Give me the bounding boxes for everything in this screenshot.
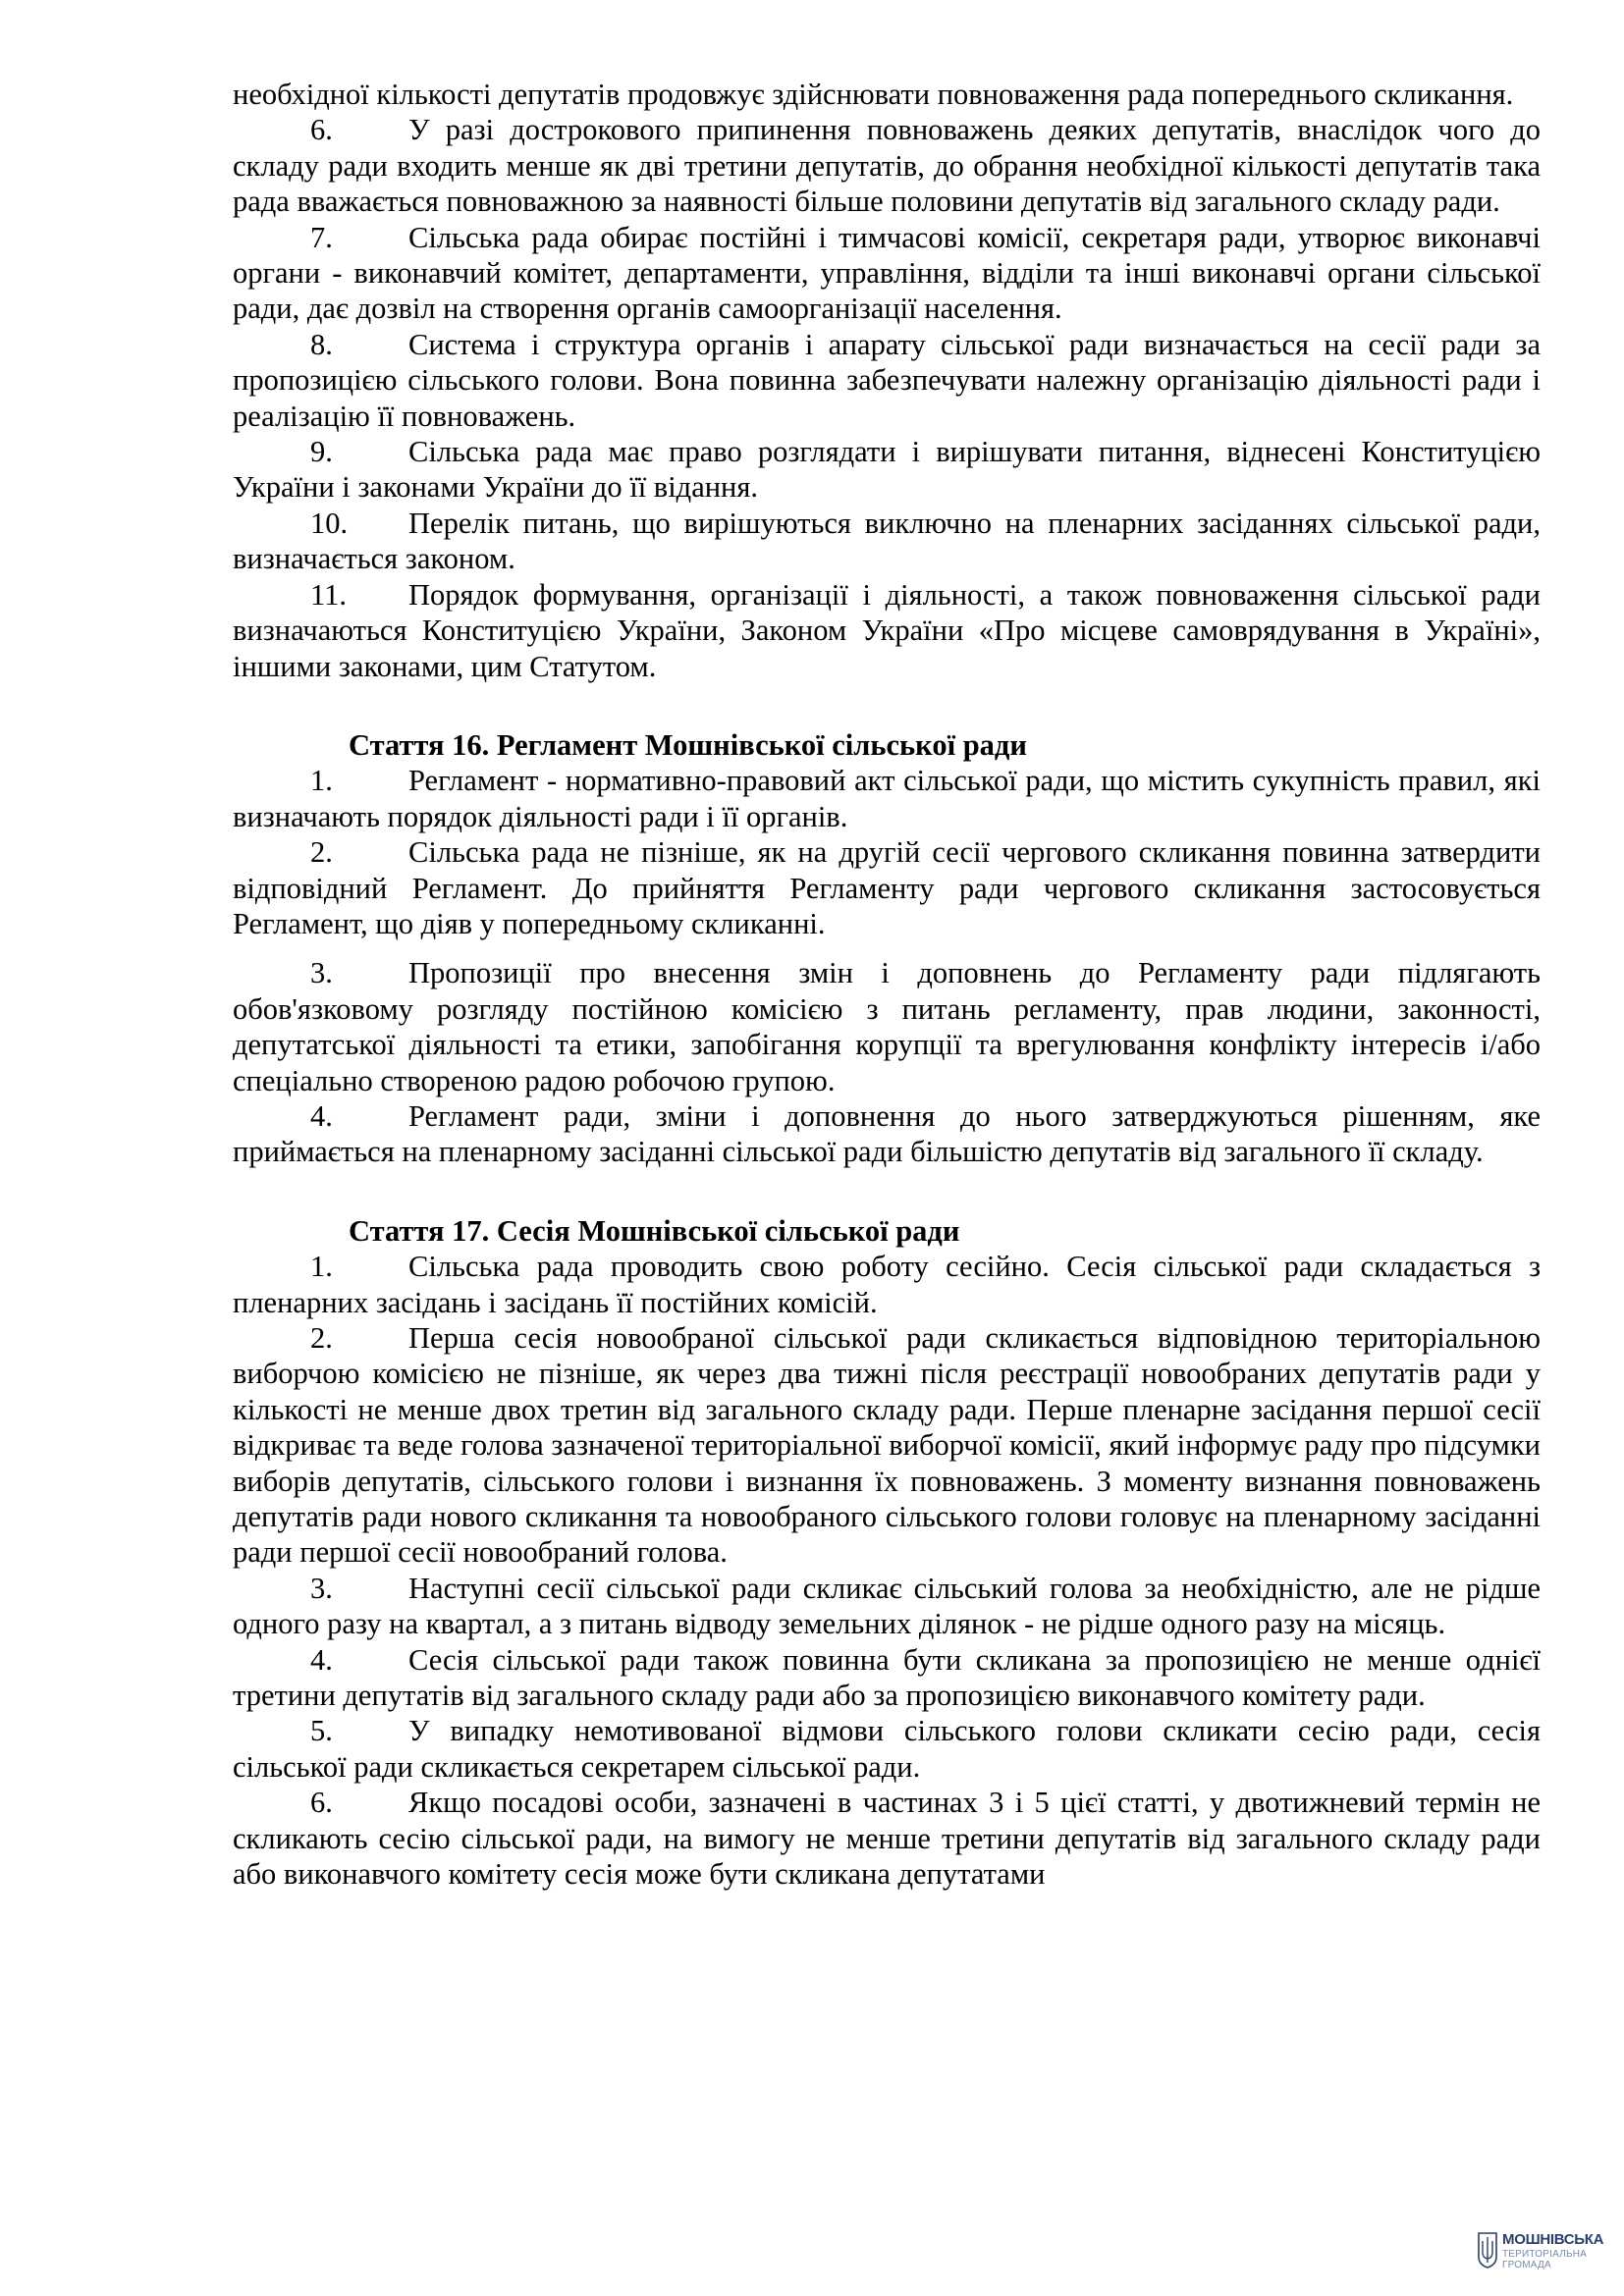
clause-1 — [233, 1249, 1541, 1320]
clause-number: 6. — [310, 1786, 333, 1820]
logo-line-2: ТЕРИТОРІАЛЬНА — [1502, 2249, 1588, 2260]
items-continued — [233, 112, 1541, 684]
clause-text: У випадку немотивованої відмови сільського голови скликати сесію ради, сесія сільської ради скликається секретарем сільської ради. — [233, 1714, 1541, 1784]
clause-text: Сільська рада проводить свою роботу сесійно. Сесія сільської ради складається з пленарних засідань і засідань її постійних комісій. — [233, 1250, 1541, 1319]
clause-2 — [233, 1320, 1541, 1571]
clause-text: Перелік питань, що вирішуються виключно на пленарних засіданнях сільської ради, визначається законом. — [233, 506, 1541, 576]
logo-line-3: ГРОМАДА — [1502, 2260, 1551, 2270]
clause-text: У разі дострокового припинення повноважень деяких депутатів, внаслідок чого до складу ради входить менше як дві третини депутатів, до обрання необхідної кількості депутатів така рада вважається повноважною за наявності більше половини депутатів від загального складу ради. — [233, 113, 1541, 219]
clause-7 — [233, 220, 1541, 327]
clause-number: 3. — [310, 1571, 333, 1605]
clause-text: Сільська рада обирає постійні і тимчасові комісії, секретаря ради, утворює виконавчі органи - виконавчий комітет, департаменти, управління, відділи та інші виконавчі органи сільської ради, дає дозвіл на створення органів самоорганізації населення. — [233, 220, 1541, 326]
clause-8 — [233, 327, 1541, 434]
clause-text: Регламент - нормативно-правовий акт сільської ради, що містить сукупність правил, які визначають порядок діяльності ради і її органів. — [233, 764, 1541, 833]
clause-2 — [233, 834, 1541, 941]
trident-emblem-icon — [1477, 2231, 1498, 2269]
article-16-title: Стаття 16. Регламент Мошнівської сільської ради — [349, 727, 1027, 762]
clause-number: 10. — [310, 506, 349, 540]
clause-number: 9. — [310, 435, 333, 469]
clause-text: Система і структура органів і апарату сільської ради визначається на сесії ради за пропозицією сільського голови. Вона повинна забезпечувати належну організацію діяльності ради і реалізацію її повноважень. — [233, 327, 1541, 433]
clause-number: 11. — [310, 577, 347, 612]
clause-number: 4. — [310, 1642, 333, 1677]
clause-number: 8. — [310, 327, 333, 361]
community-logo — [1477, 2227, 1614, 2274]
clause-10 — [233, 506, 1541, 577]
clause-6 — [233, 112, 1541, 219]
clause-3 — [233, 1571, 1541, 1642]
clause-text: Регламент ради, зміни і доповнення до нього затверджуються рішенням, яке приймається на пленарному засіданні сільської ради більшістю депутатів від загального її складу. — [233, 1098, 1541, 1169]
article-16 — [233, 727, 1541, 1170]
clause-text: Пропозиції про внесення змін і доповнень до Регламенту ради підлягають обов'язковому розгляду постійною комісією з питань регламенту, прав людини, законності, депутатської діяльності та етики, запобігання корупції та врегулювання конфлікту інтересів і/або спеціально створеною радою робочою групою. — [233, 956, 1541, 1097]
clause-text: Сільська рада має право розглядати і вирішувати питання, віднесені Конституцією України і законами України до її відання. — [233, 435, 1541, 505]
clause-number: 1. — [310, 1250, 333, 1284]
clause-number: 4. — [310, 1098, 333, 1133]
clause-4 — [233, 1642, 1541, 1714]
clause-number: 5. — [310, 1714, 333, 1748]
clause-3 — [233, 955, 1541, 1098]
clause-text: Перша сесія новообраної сільської ради скликається відповідною територіальною виборчою комісією не пізніше, як через два тижні після реєстрації новообраних депутатів ради у кількості не менше двох третин від загального складу ради. Перше пленарне засідання першої сесії відкриває та веде голова зазначеної територіальної виборчої комісії, який інформує раду про підсумки виборів депутатів, сільського голови і визнання їх повноважень. З моменту визнання повноважень депутатів ради нового скликання та новообраного сільського голови головує на пленарному засіданні ради першої сесії новообраний голова. — [233, 1321, 1541, 1570]
clause-text: Наступні сесії сільської ради скликає сільський голова за необхідністю, але не рідше одного разу на квартал, а з питань відводу земельних ділянок - не рідше одного разу на місяць. — [233, 1571, 1541, 1641]
clause-number: 3. — [310, 956, 333, 990]
clause-number: 2. — [310, 835, 333, 870]
clause-text: Порядок формування, організації і діяльності, а також повноваження сільської ради визначаються Конституцією України, Законом України «Про місцеве самоврядування в Україні», іншими законами, цим Статутом. — [233, 577, 1541, 683]
clause-9 — [233, 434, 1541, 506]
clause-6 — [233, 1785, 1541, 1892]
clause-11 — [233, 577, 1541, 684]
document-body — [233, 77, 1541, 1893]
clause-number: 2. — [310, 1321, 333, 1355]
clause-text: Сільська рада не пізніше, як на другій сесії чергового скликання повинна затвердити відповідний Регламент. До прийняття Регламенту ради чергового скликання застосовується Регламент, що діяв у попередньому скликанні. — [233, 835, 1541, 940]
clause-4 — [233, 1098, 1541, 1170]
clause-1 — [233, 763, 1541, 834]
logo-line-1: МОШНІВСЬКА — [1502, 2231, 1604, 2248]
clause-5 — [233, 1713, 1541, 1785]
intro-paragraph: необхідної кількості депутатів продовжує здійснювати повноваження рада попереднього скликання. — [233, 78, 1514, 111]
article-17 — [233, 1213, 1541, 1893]
clause-number: 1. — [310, 764, 333, 798]
article-17-title: Стаття 17. Сесія Мошнівської сільської ради — [349, 1213, 960, 1248]
clause-number: 7. — [310, 220, 333, 254]
clause-number: 6. — [310, 113, 333, 147]
clause-text: Якщо посадові особи, зазначені в частинах 3 і 5 цієї статті, у двотижневий термін не скликають сесію сільської ради, на вимогу не менше третини депутатів від загального складу ради або виконавчого комітету сесія може бути скликана депутатами — [233, 1786, 1541, 1892]
clause-text: Сесія сільської ради також повинна бути скликана за пропозицією не менше однієї третини депутатів від загального складу ради або за пропозицією виконавчого комітету ради. — [233, 1642, 1541, 1713]
